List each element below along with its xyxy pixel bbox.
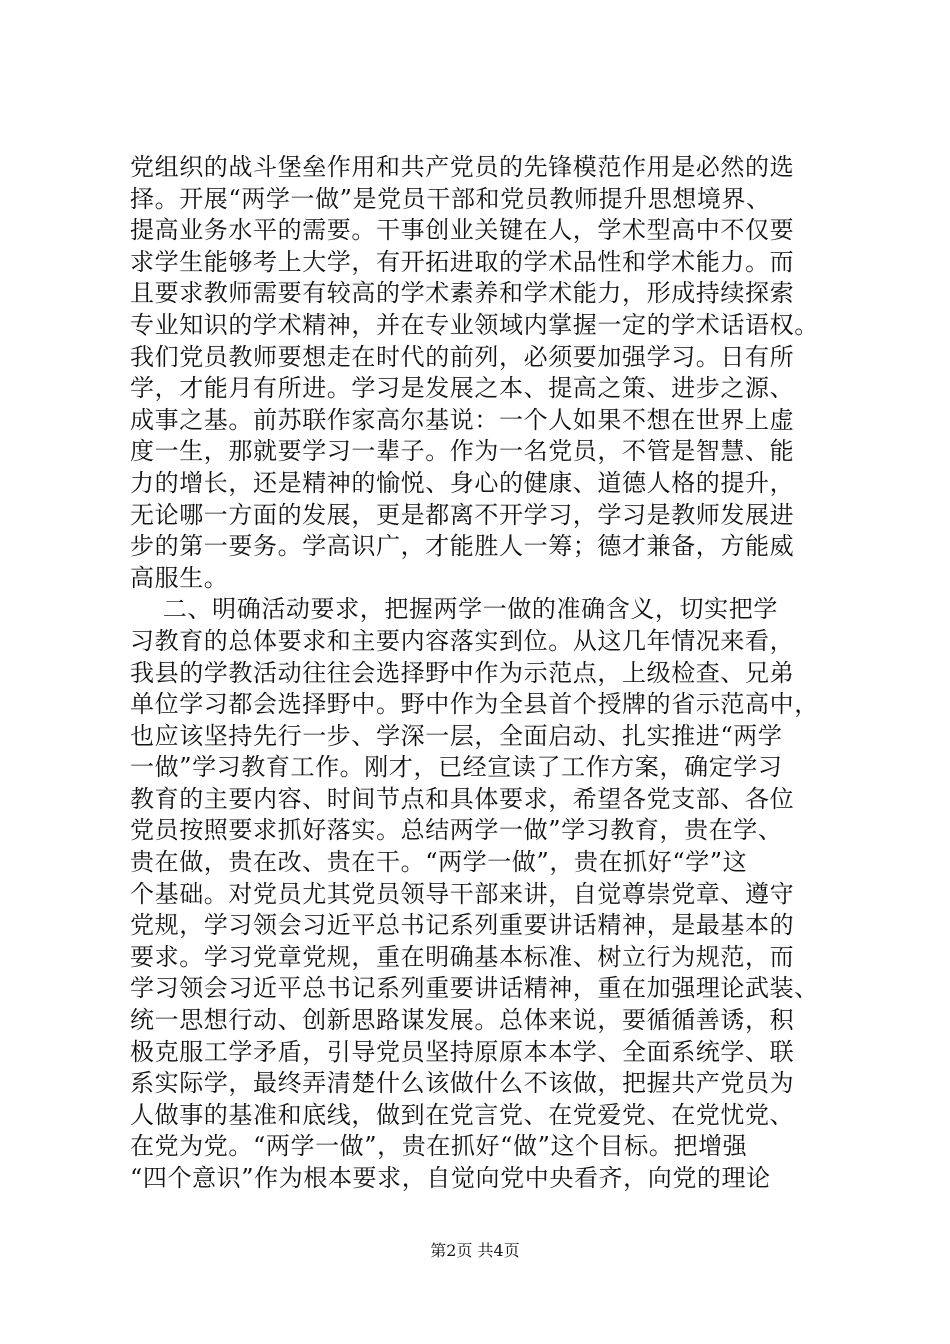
paragraph-section-two: 二、明确活动要求，把握两学一做的准确含义，切实把学 习教育的总体要求和主要内容落实到位。从这几年情况来看， 我县的学教活动往往会选择野中作为示范点，上级检查、兄弟 单位学习都会选择野中。野中作为全县首个授牌的省示范高中， 也应该坚持先行一步、学深一层，全面启动、扎实推进“两学 一做”学习教育工作。刚才，已经宣读了工作方案，确定学习 教育的主要内容、时间节点和具体要求，希望各党支部、各位 党员按照要求抓好落实。总结两学一做”学习教育，贵在学、 贵在做，贵在改、贵在干。“两学一做”，贵在抓好“学”这 个基础。对党员尤其党员领导干部来讲，自觉尊崇党章、遵守 党规，学习领会习近平总书记系列重要讲话精神，是最基本的 要求。学习党章党规，重在明确基本标准、树立行为规范，而 学习领会习近平总书记系列重要讲话精神，重在加强理论武装、 统一思想行动、创新思路谋发展。总体来说，要循循善诱，积 极克服工学矛盾，引导党员坚持原原本本学、全面系统学、联 系实际学，最终弄清楚什么该做什么不该做，把握共产党员为 人做事的基准和底线，做到在党言党、在党爱党、在党忧党、 在党为党。“两学一做”，贵在抓好“做”这个目标。把增强 “四个意识”作为根本要求，自觉向党中央看齐，向党的理论: [130, 595, 819, 1192]
page-number-footer: 第2页 共4页: [430, 1241, 520, 1260]
document-body: [130, 152, 830, 1195]
paragraph-continuation: 党组织的战斗堡垒作用和共产党员的先锋模范作用是必然的选 择。开展“两学一做”是党员干部和党员教师提升思想境界、 提高业务水平的需要。干事创业关键在人，学术型高中不仅要 求学生能够考上大学，有开拓进取的学术品性和学术能力。而 且要求教师需要有较高的学术素养和学术能力，形成持续探索 专业知识的学术精神，并在专业领域内掌握一定的学术话语权。 我们党员教师要想走在时代的前列，必须要加强学习。日有所 学，才能月有所进。学习是发展之本、提高之策、进步之源、 成事之基。前苏联作家高尔基说：一个人如果不想在世界上虚 度一生，那就要学习一辈子。作为一名党员，不管是智慧、能 力的增长，还是精神的愉悦、身心的健康、道德人格的提升， 无论哪一方面的发展，更是都离不开学习，学习是教师发展进 步的第一要务。学高识广，才能胜人一筹；德才兼备，方能威 高服生。: [130, 153, 819, 592]
